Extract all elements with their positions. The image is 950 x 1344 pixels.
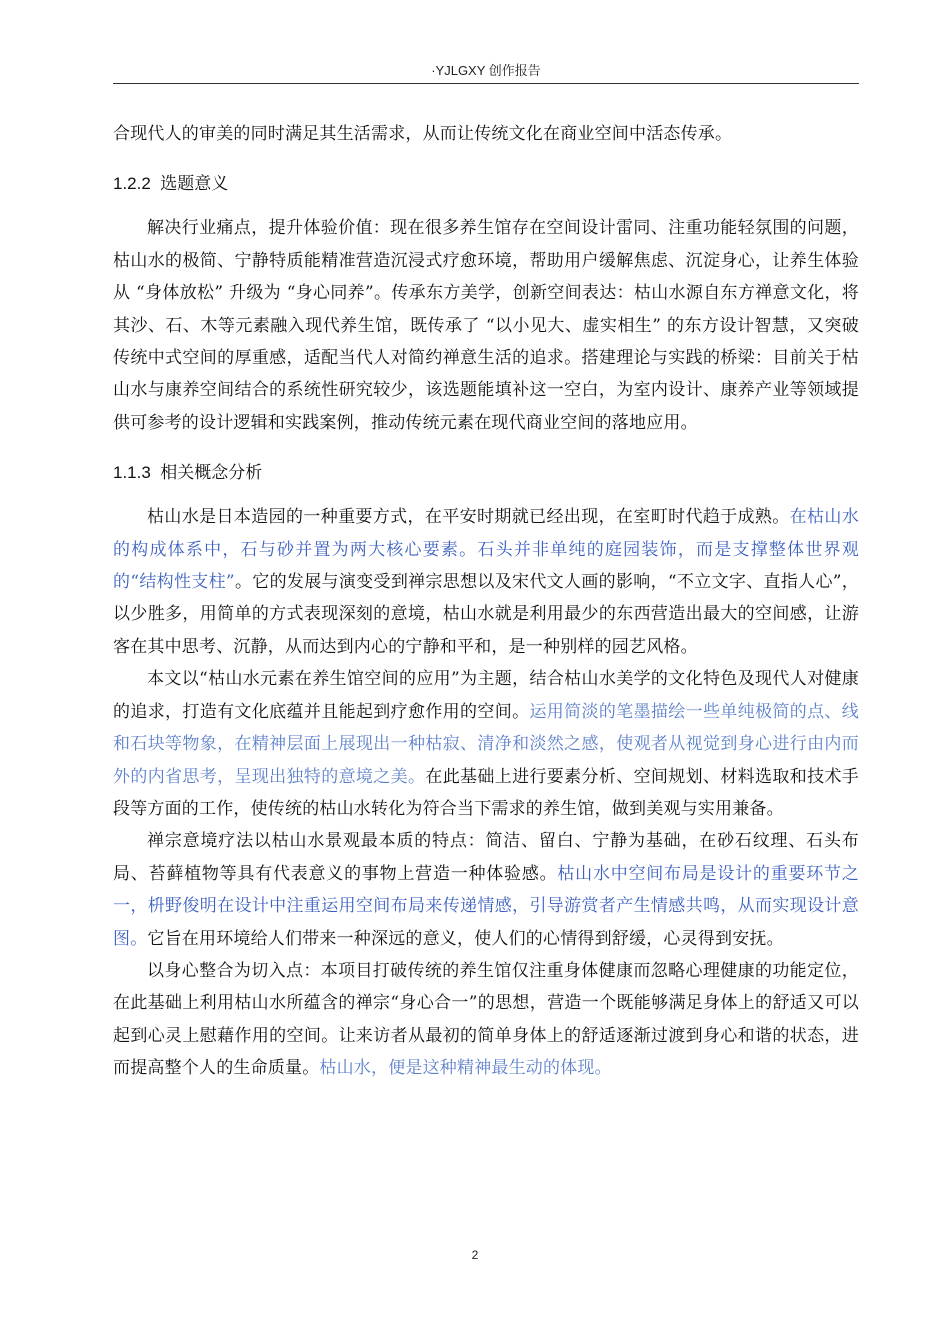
highlighted-text-run: 在枯山水的构成体系中，石与砂并置为两大核心要素。石头并非单纯的庭园装饰，而是支撑整体世界观的“结构性支柱”: [113, 507, 859, 593]
text-run: 它旨在用环境给人们带来一种深远的意义，使人们的心情得到舒缓，心灵得到安抚。: [147, 928, 784, 949]
section-heading-1-2-2: [113, 168, 859, 200]
concept-paragraph-1: [113, 501, 859, 663]
section-number: 1.2.2: [113, 174, 151, 194]
lead-paragraph: 合现代人的审美的同时满足其生活需求，从而让传统文化在商业空间中活态传承。: [113, 124, 733, 144]
header-rule: [113, 83, 859, 84]
concept-paragraph-3: [113, 825, 859, 955]
text-run: 在此基础上进行要素分析、空间规划、材料选取和技术手段等方面的工作，使传统的枯山水转化为符合当下需求的养生馆，做到美观与实用兼备。: [113, 766, 859, 819]
significance-paragraph: 解决行业痛点，提升体验价值：现在很多养生馆存在空间设计雷同、注重功能轻氛围的问题，枯山水的极简、宁静特质能精准营造沉浸式疗愈环境，帮助用户缓解焦虑、沉淀身心，让养生体验从 “身体放松” 升级为 “身心同养”。传承东方美学，创新空间表达：枯山水源自东方禅意文化，将其沙、石、木等元素融入现代养生馆，既传承了 “以小见大、虚实相生” 的东方设计智慧，又突破传统中式空间的厚重感，适配当代人对简约禅意生活的追求。搭建理论与实践的桥梁：目前关于枯山水与康养空间结合的系统性研究较少，该选题能填补这一空白，为室内设计、康养产业等领域提供可参考的设计逻辑和实践案例，推动传统元素在现代商业空间的落地应用。: [113, 218, 859, 433]
concept-paragraph-2: [113, 663, 859, 825]
text-run: 本文以“枯山水元素在养生馆空间的应用”为主题，结合枯山水美学的文化特色及现代人对健康的追求，打造有文化底蕴并且能起到疗愈作用的空间。: [113, 669, 859, 722]
section-heading-1-1-3: [113, 457, 859, 489]
section-title: 选题意义: [160, 174, 229, 194]
text-run: 枯山水是日本造园的一种重要方式，在平安时期就已经出现，在室町时代趋于成熟。: [147, 507, 790, 528]
concept-paragraph-4: [113, 955, 859, 1085]
page-header: ·YJLGXY 创作报告: [431, 63, 541, 78]
text-run: 。它的发展与演变受到禅宗思想以及宋代文人画的影响，“不立文字、直指人心”，以少胜多，用简单的方式表现深刻的意境，枯山水就是利用最少的东西营造出最大的空间感，让游客在其中思考、沉静，从而达到内心的宁静和平和，是一种别样的园艺风格。: [113, 572, 860, 657]
section-title: 相关概念分析: [160, 463, 263, 483]
text-run: 禅宗意境疗法以枯山水景观最本质的特点：简洁、留白、宁静为基础，在砂石纹理、石头布局、苔藓植物等具有代表意义的事物上营造一种体验感。: [113, 831, 859, 884]
page-content: [113, 118, 859, 1085]
highlighted-text-run: 运用简淡的笔墨描绘一些单纯极简的点、线和石块等物象，在精神层面上展现出一种枯寂、清净和淡然之感，使观者从视觉到身心进行由内而外的内省思考，呈现出独特的意境之美。: [113, 701, 859, 787]
highlighted-text-run: 枯山水中空间布局是设计的重要环节之一，枡野俊明在设计中注重运用空间布局来传递情感，引导游赏者产生情感共鸣，从而实现设计意图。: [113, 863, 859, 949]
text-run: 以身心整合为切入点：本项目打破传统的养生馆仅注重身体健康而忽略心理健康的功能定位，在此基础上利用枯山水所蕴含的禅宗“身心合一”的思想，营造一个既能够满足身体上的舒适又可以起到心灵上慰藉作用的空间。让来访者从最初的简单身体上的舒适逐渐过渡到身心和谐的状态，进而提高整个人的生命质量。: [113, 960, 859, 1079]
highlighted-text-run: 枯山水，便是这种精神最生动的体现。: [319, 1058, 612, 1079]
section-number: 1.1.3: [113, 463, 151, 483]
page-number: 2: [471, 1248, 479, 1262]
